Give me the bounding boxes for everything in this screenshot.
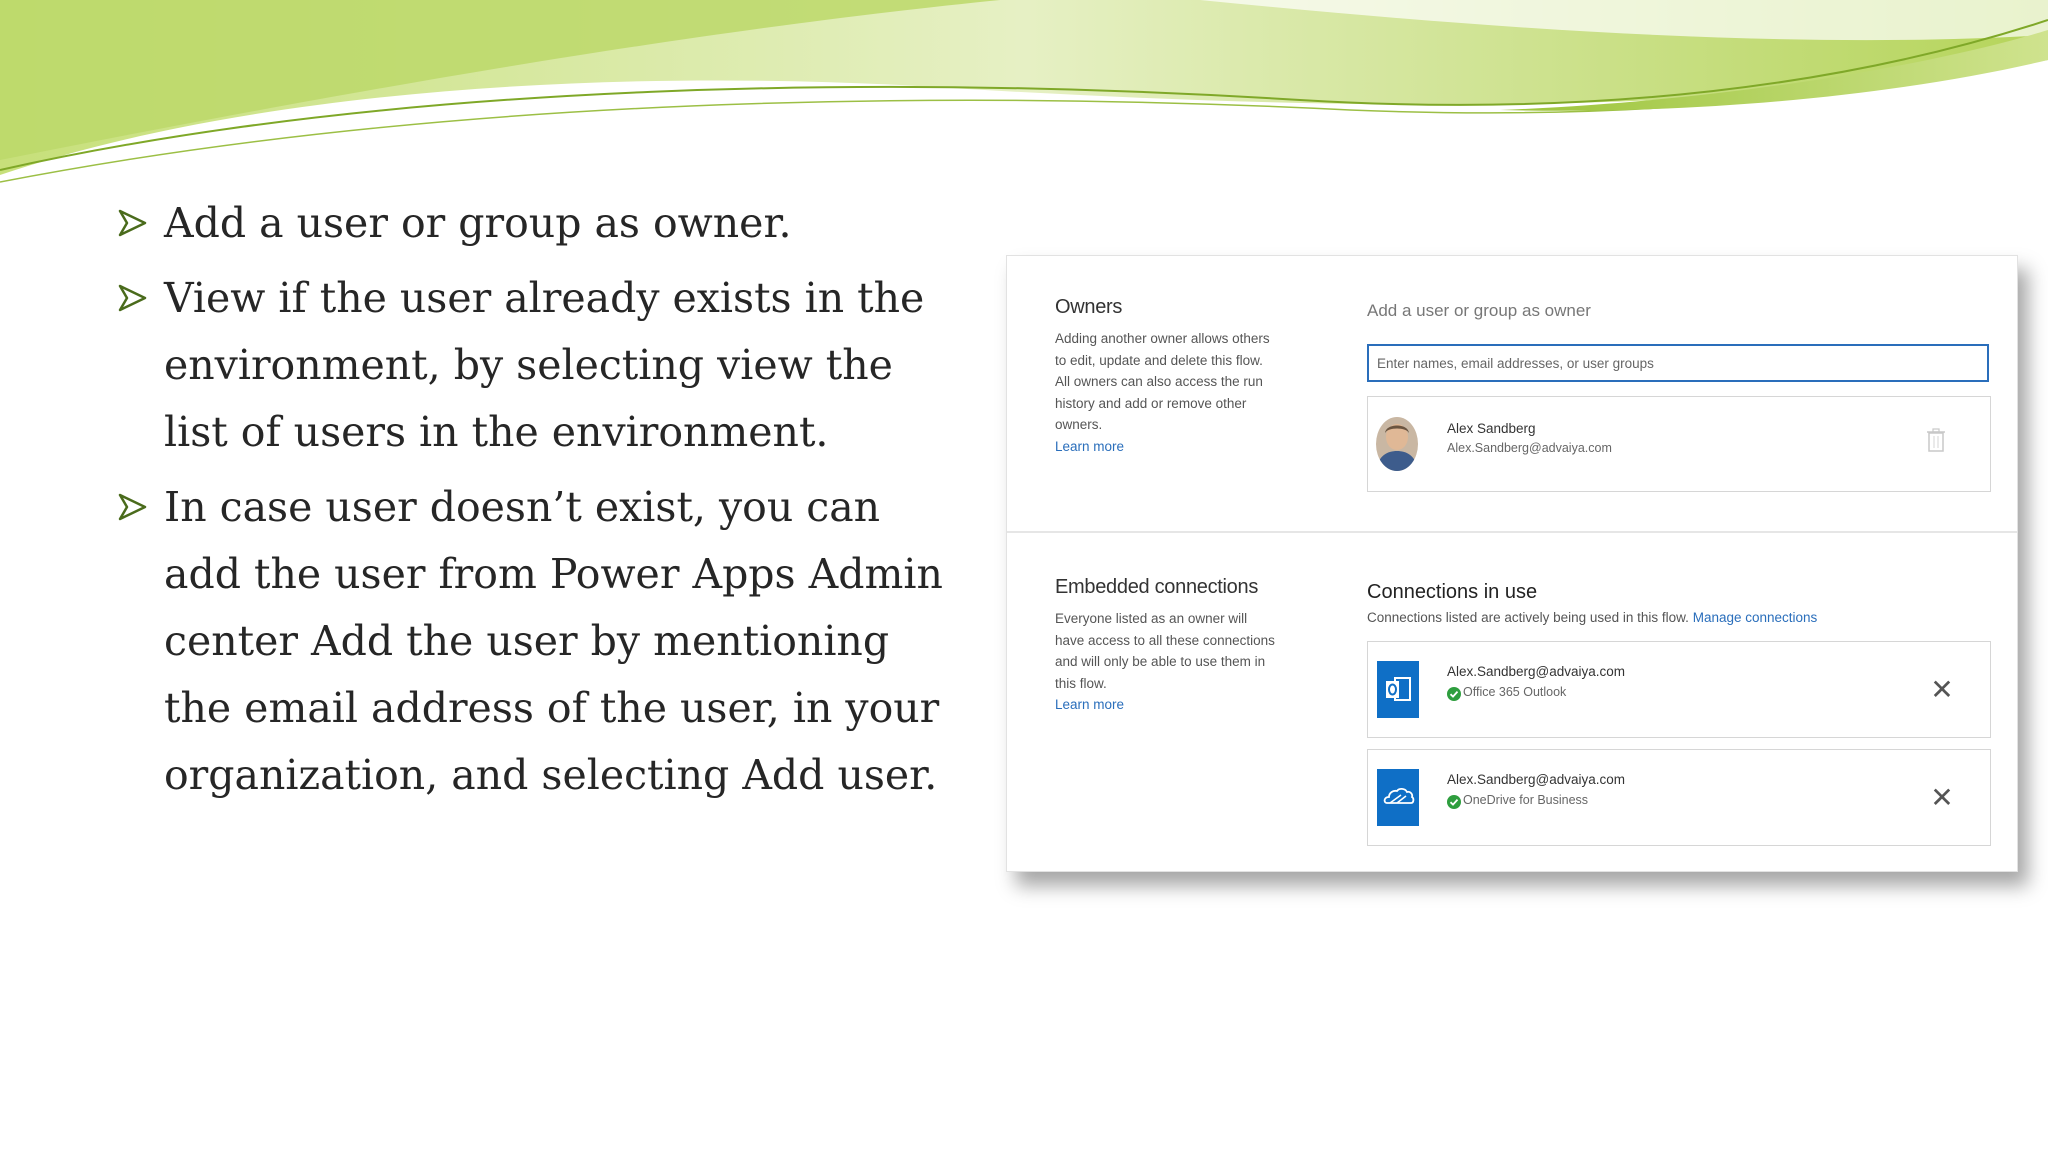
bullet-item xyxy=(118,190,968,257)
decorative-wave-banner xyxy=(0,0,2048,200)
flow-owners-screenshot xyxy=(1006,255,2018,872)
owners-description-text: Adding another owner allows others to edit, update and delete this flow. All owners can also access the run history and add or remove other owners. xyxy=(1055,331,1270,432)
connection-card-onedrive xyxy=(1367,749,1991,846)
bullet-text: In case user doesn’t exist, you can add the user from Power Apps Admin center Add the user by mentioning the email address of the user, in your organization, and selecting Add user. xyxy=(164,483,943,799)
connections-subtitle-text: Connections listed are actively being used in this flow. xyxy=(1367,610,1689,625)
connections-in-use-title: Connections in use xyxy=(1367,581,1538,603)
connection-service: Office 365 Outlook xyxy=(1463,685,1567,699)
bullet-list xyxy=(118,190,968,817)
embedded-description-text: Everyone listed as an owner will have access to all these connections and will only be able to use them in this flow. xyxy=(1055,611,1275,691)
arrow-bullet-icon xyxy=(118,492,148,522)
embedded-connections-title: Embedded connections xyxy=(1055,576,1259,598)
connection-service: OneDrive for Business xyxy=(1463,793,1589,807)
section-divider xyxy=(1007,531,2017,533)
embedded-learn-more-link[interactable]: Learn more xyxy=(1055,697,1125,712)
owners-title: Owners xyxy=(1055,296,1123,318)
embedded-description xyxy=(1055,608,1280,716)
connection-email: Alex.Sandberg@advaiya.com xyxy=(1447,664,1626,679)
owner-card xyxy=(1367,396,1991,492)
owner-search-input[interactable] xyxy=(1367,344,1989,382)
owner-email: Alex.Sandberg@advaiya.com xyxy=(1447,441,1612,455)
bullet-text: View if the user already exists in the environment, by selecting view the list of users in the environment. xyxy=(164,274,925,456)
outlook-icon xyxy=(1377,661,1419,718)
avatar xyxy=(1376,417,1418,471)
check-circle-icon xyxy=(1447,795,1461,809)
onedrive-icon xyxy=(1377,769,1419,826)
owners-description xyxy=(1055,328,1280,457)
bullet-item xyxy=(118,474,968,809)
trash-icon[interactable] xyxy=(1926,427,1946,453)
remove-connection-close-icon[interactable]: ✕ xyxy=(1930,782,1954,813)
remove-connection-close-icon[interactable]: ✕ xyxy=(1930,674,1954,705)
bullet-text: Add a user or group as owner. xyxy=(164,199,792,247)
connections-subtitle xyxy=(1367,610,1817,625)
owners-learn-more-link[interactable]: Learn more xyxy=(1055,438,1125,454)
bullet-item xyxy=(118,265,968,466)
arrow-bullet-icon xyxy=(118,283,148,313)
arrow-bullet-icon xyxy=(118,208,148,238)
connection-email: Alex.Sandberg@advaiya.com xyxy=(1447,772,1626,787)
connection-card-outlook xyxy=(1367,641,1991,738)
add-owner-label: Add a user or group as owner xyxy=(1367,301,1591,320)
owner-name: Alex Sandberg xyxy=(1447,421,1536,436)
manage-connections-link[interactable]: Manage connections xyxy=(1692,610,1818,625)
check-circle-icon xyxy=(1447,687,1461,701)
